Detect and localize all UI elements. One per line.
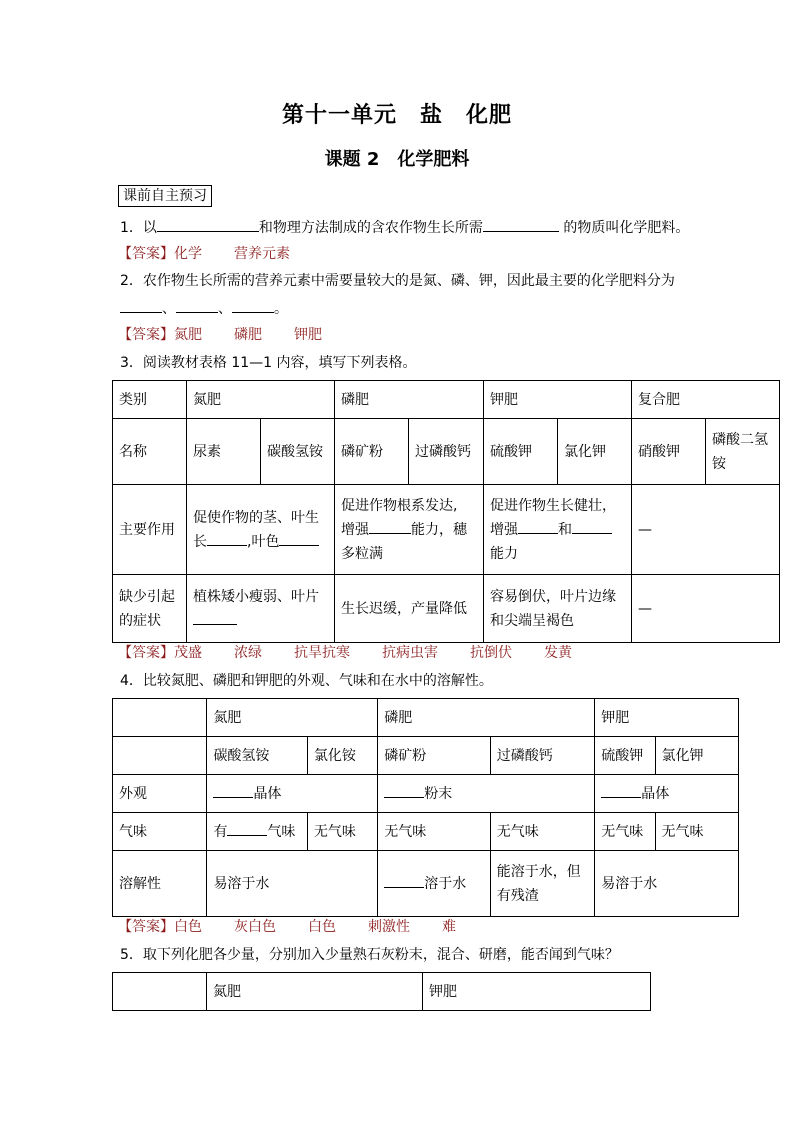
header-nitrogen: 氮肥	[207, 973, 423, 1011]
table-row	[113, 419, 780, 485]
name-cell: 碳酸氢铵	[207, 737, 307, 775]
corner-cell	[113, 699, 207, 737]
page-title: 第十一单元 盐 化肥	[281, 103, 512, 128]
table-row	[113, 485, 780, 575]
name-label: 名称	[113, 419, 187, 485]
solubility-superphosphate: 能溶于水，但 有残渣	[490, 851, 595, 917]
question-3: 3．阅读教材表格 11—1 内容，填写下列表格。	[120, 355, 417, 371]
name-cell: 氯化铵	[307, 737, 377, 775]
table-row	[113, 381, 780, 419]
symptom-label: 缺少引起的症状	[113, 575, 187, 643]
corner-cell	[113, 973, 207, 1011]
comparison-table	[112, 698, 739, 917]
answer-3: 【答案】茂盛 浓绿 抗旱抗寒 抗病虫害 抗倒伏 发黄	[118, 645, 572, 661]
name-cell: 硫酸钾	[484, 419, 558, 485]
name-cell: 磷酸二氢铵	[706, 419, 780, 485]
table-row	[113, 575, 780, 643]
answer-1: 【答案】化学 营养元素	[118, 246, 290, 262]
effect-phosphorus: 促进作物根系发达, 增强 能力，穗 多粒满	[335, 485, 484, 575]
table-row	[113, 813, 739, 851]
category-potassium: 钾肥	[484, 381, 632, 419]
name-cell: 氯化钾	[655, 737, 738, 775]
header-potassium: 钾肥	[423, 973, 651, 1011]
name-cell: 过磷酸钙	[490, 737, 595, 775]
name-cell: 磷矿粉	[335, 419, 409, 485]
effect-compound: —	[632, 485, 780, 575]
solubility-potassium: 易溶于水	[595, 851, 739, 917]
appearance-label: 外观	[113, 775, 207, 813]
smell-cell: 无气味	[307, 813, 377, 851]
solubility-nitrogen: 易溶于水	[207, 851, 378, 917]
category-nitrogen: 氮肥	[187, 381, 335, 419]
question-5: 5．取下列化肥各少量，分别加入少量熟石灰粉末，混合、研磨，能否闻到气味？	[120, 947, 619, 963]
category-phosphorus: 磷肥	[335, 381, 484, 419]
smell-label: 气味	[113, 813, 207, 851]
page-subtitle: 课题 2 化学肥料	[324, 149, 470, 170]
name-cell: 过磷酸钙	[409, 419, 484, 485]
name-cell: 尿素	[187, 419, 261, 485]
question-4: 4．比较氮肥、磷肥和钾肥的外观、气味和在水中的溶解性。	[120, 673, 493, 689]
category-label: 类别	[113, 381, 187, 419]
name-cell: 磷矿粉	[378, 737, 491, 775]
effect-nitrogen: 促使作物的茎、叶生 长 ,叶色	[187, 485, 335, 575]
corner-cell	[113, 737, 207, 775]
name-cell: 硫酸钾	[595, 737, 655, 775]
effect-potassium: 促进作物生长健壮， 增强 和 能力	[484, 485, 632, 575]
effect-label: 主要作用	[113, 485, 187, 575]
table-row	[113, 851, 739, 917]
answer-2: 【答案】氮肥 磷肥 钾肥	[118, 327, 322, 343]
category-compound: 复合肥	[632, 381, 780, 419]
smell-test-table	[112, 972, 651, 1011]
solubility-rock-phosphate: 溶于水	[378, 851, 491, 917]
smell-cell: 无气味	[378, 813, 491, 851]
symptom-compound: —	[632, 575, 780, 643]
question-2-blanks: 、 、 。	[120, 298, 288, 319]
category-potassium: 钾肥	[595, 699, 739, 737]
name-cell: 碳酸氢铵	[261, 419, 335, 485]
smell-cell: 无气味	[655, 813, 738, 851]
answer-4: 【答案】白色 灰白色 白色 刺激性 难	[118, 919, 456, 935]
question-2: 2．农作物生长所需的营养元素中需要量较大的是氮、磷、钾，因此最主要的化学肥料分为	[120, 273, 675, 289]
name-cell: 硝酸钾	[632, 419, 706, 485]
table-row	[113, 699, 739, 737]
smell-cell: 无气味	[490, 813, 595, 851]
name-cell: 氯化钾	[558, 419, 632, 485]
category-nitrogen: 氮肥	[207, 699, 378, 737]
table-row	[113, 775, 739, 813]
smell-cell: 无气味	[595, 813, 655, 851]
table-row	[113, 737, 739, 775]
symptom-potassium: 容易倒伏，叶片边缘 和尖端呈褐色	[484, 575, 632, 643]
appearance-nitrogen: 晶体	[207, 775, 378, 813]
solubility-label: 溶解性	[113, 851, 207, 917]
symptom-nitrogen: 植株矮小瘦弱、叶片	[187, 575, 335, 643]
symptom-phosphorus: 生长迟缓，产量降低	[335, 575, 484, 643]
smell-cell: 有 气味	[207, 813, 307, 851]
table-row	[113, 973, 651, 1011]
category-phosphorus: 磷肥	[378, 699, 595, 737]
question-1: 1．以 和物理方法制成的含农作物生长所需 的物质叫化学肥料。	[120, 217, 689, 238]
appearance-phosphorus: 粉末	[378, 775, 595, 813]
section-label: 课前自主预习	[118, 185, 212, 207]
appearance-potassium: 晶体	[595, 775, 739, 813]
fertilizer-table	[112, 380, 780, 643]
